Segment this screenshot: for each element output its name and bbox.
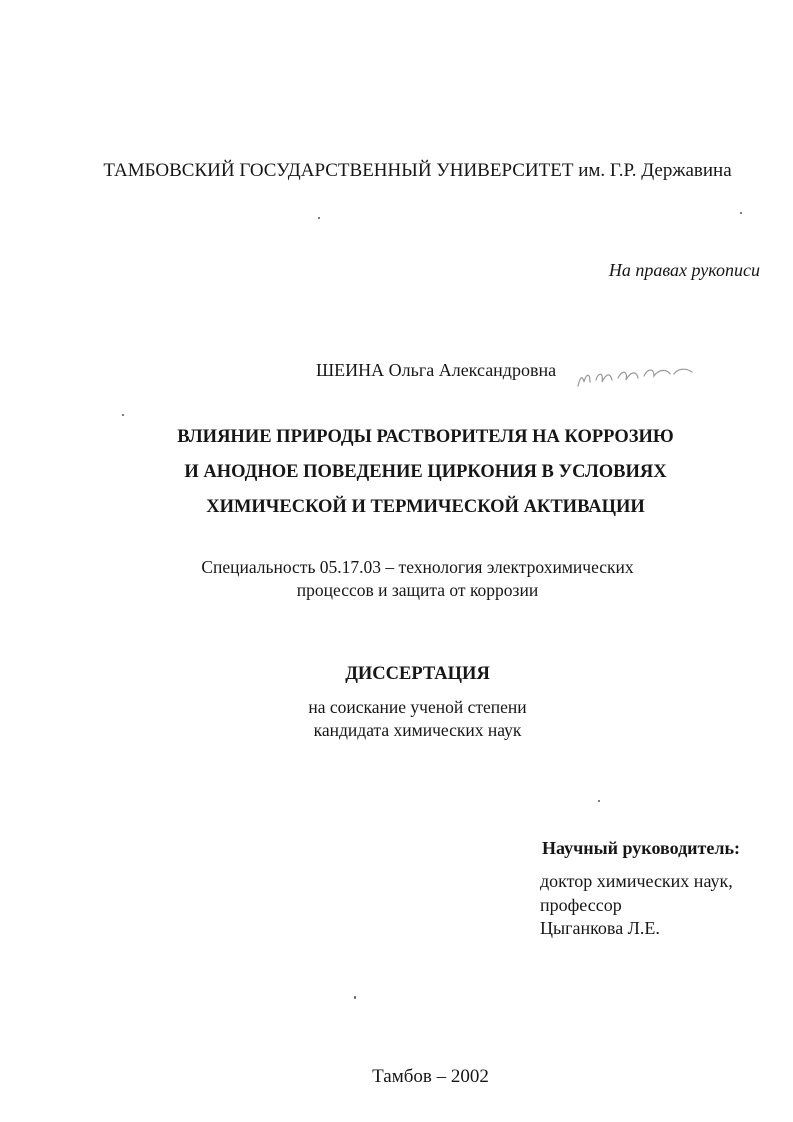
title-line-3: ХИМИЧЕСКОЙ И ТЕРМИЧЕСКОЙ АКТИВАЦИИ xyxy=(206,497,645,517)
scan-speck xyxy=(354,996,356,999)
title-line-2: И АНОДНОЕ ПОВЕДЕНИЕ ЦИРКОНИЯ В УСЛОВИЯХ xyxy=(184,462,667,482)
supervisor-degree: доктор химических наук, xyxy=(540,871,733,891)
dissertation-title xyxy=(0,420,793,525)
supervisor-rank: профессор xyxy=(540,894,622,915)
specialty-line-1: Специальность 05.17.03 – технология электрохимических xyxy=(201,557,634,577)
document-type: ДИССЕРТАЦИЯ xyxy=(345,664,490,684)
degree-line-1: на соискание ученой степени xyxy=(308,697,527,717)
specialty xyxy=(0,556,793,602)
degree-sought xyxy=(0,696,793,742)
city-year: Тамбов – 2002 xyxy=(372,1066,489,1087)
scan-speck xyxy=(598,800,600,802)
handwritten-signature xyxy=(570,352,700,392)
supervisor-label: Научный руководитель: xyxy=(542,838,740,858)
manuscript-note: На правах рукописи xyxy=(608,260,760,280)
supervisor-name: Цыганкова Л.Е. xyxy=(540,918,660,938)
title-line-1: ВЛИЯНИЕ ПРИРОДЫ РАСТВОРИТЕЛЯ НА КОРРОЗИЮ xyxy=(177,427,674,447)
supervisor-details xyxy=(540,870,733,941)
scan-speck xyxy=(740,212,742,214)
degree-line-2: кандидата химических наук xyxy=(313,720,522,740)
scan-speck xyxy=(318,217,320,219)
scan-speck xyxy=(122,414,124,416)
author-name: ШЕИНА Ольга Александровна xyxy=(316,360,557,380)
specialty-line-2: процессов и защита от коррозии xyxy=(296,580,539,600)
university-name: ТАМБОВСКИЙ ГОСУДАРСТВЕННЫЙ УНИВЕРСИТЕТ им. Г.Р. Державина xyxy=(103,160,732,181)
